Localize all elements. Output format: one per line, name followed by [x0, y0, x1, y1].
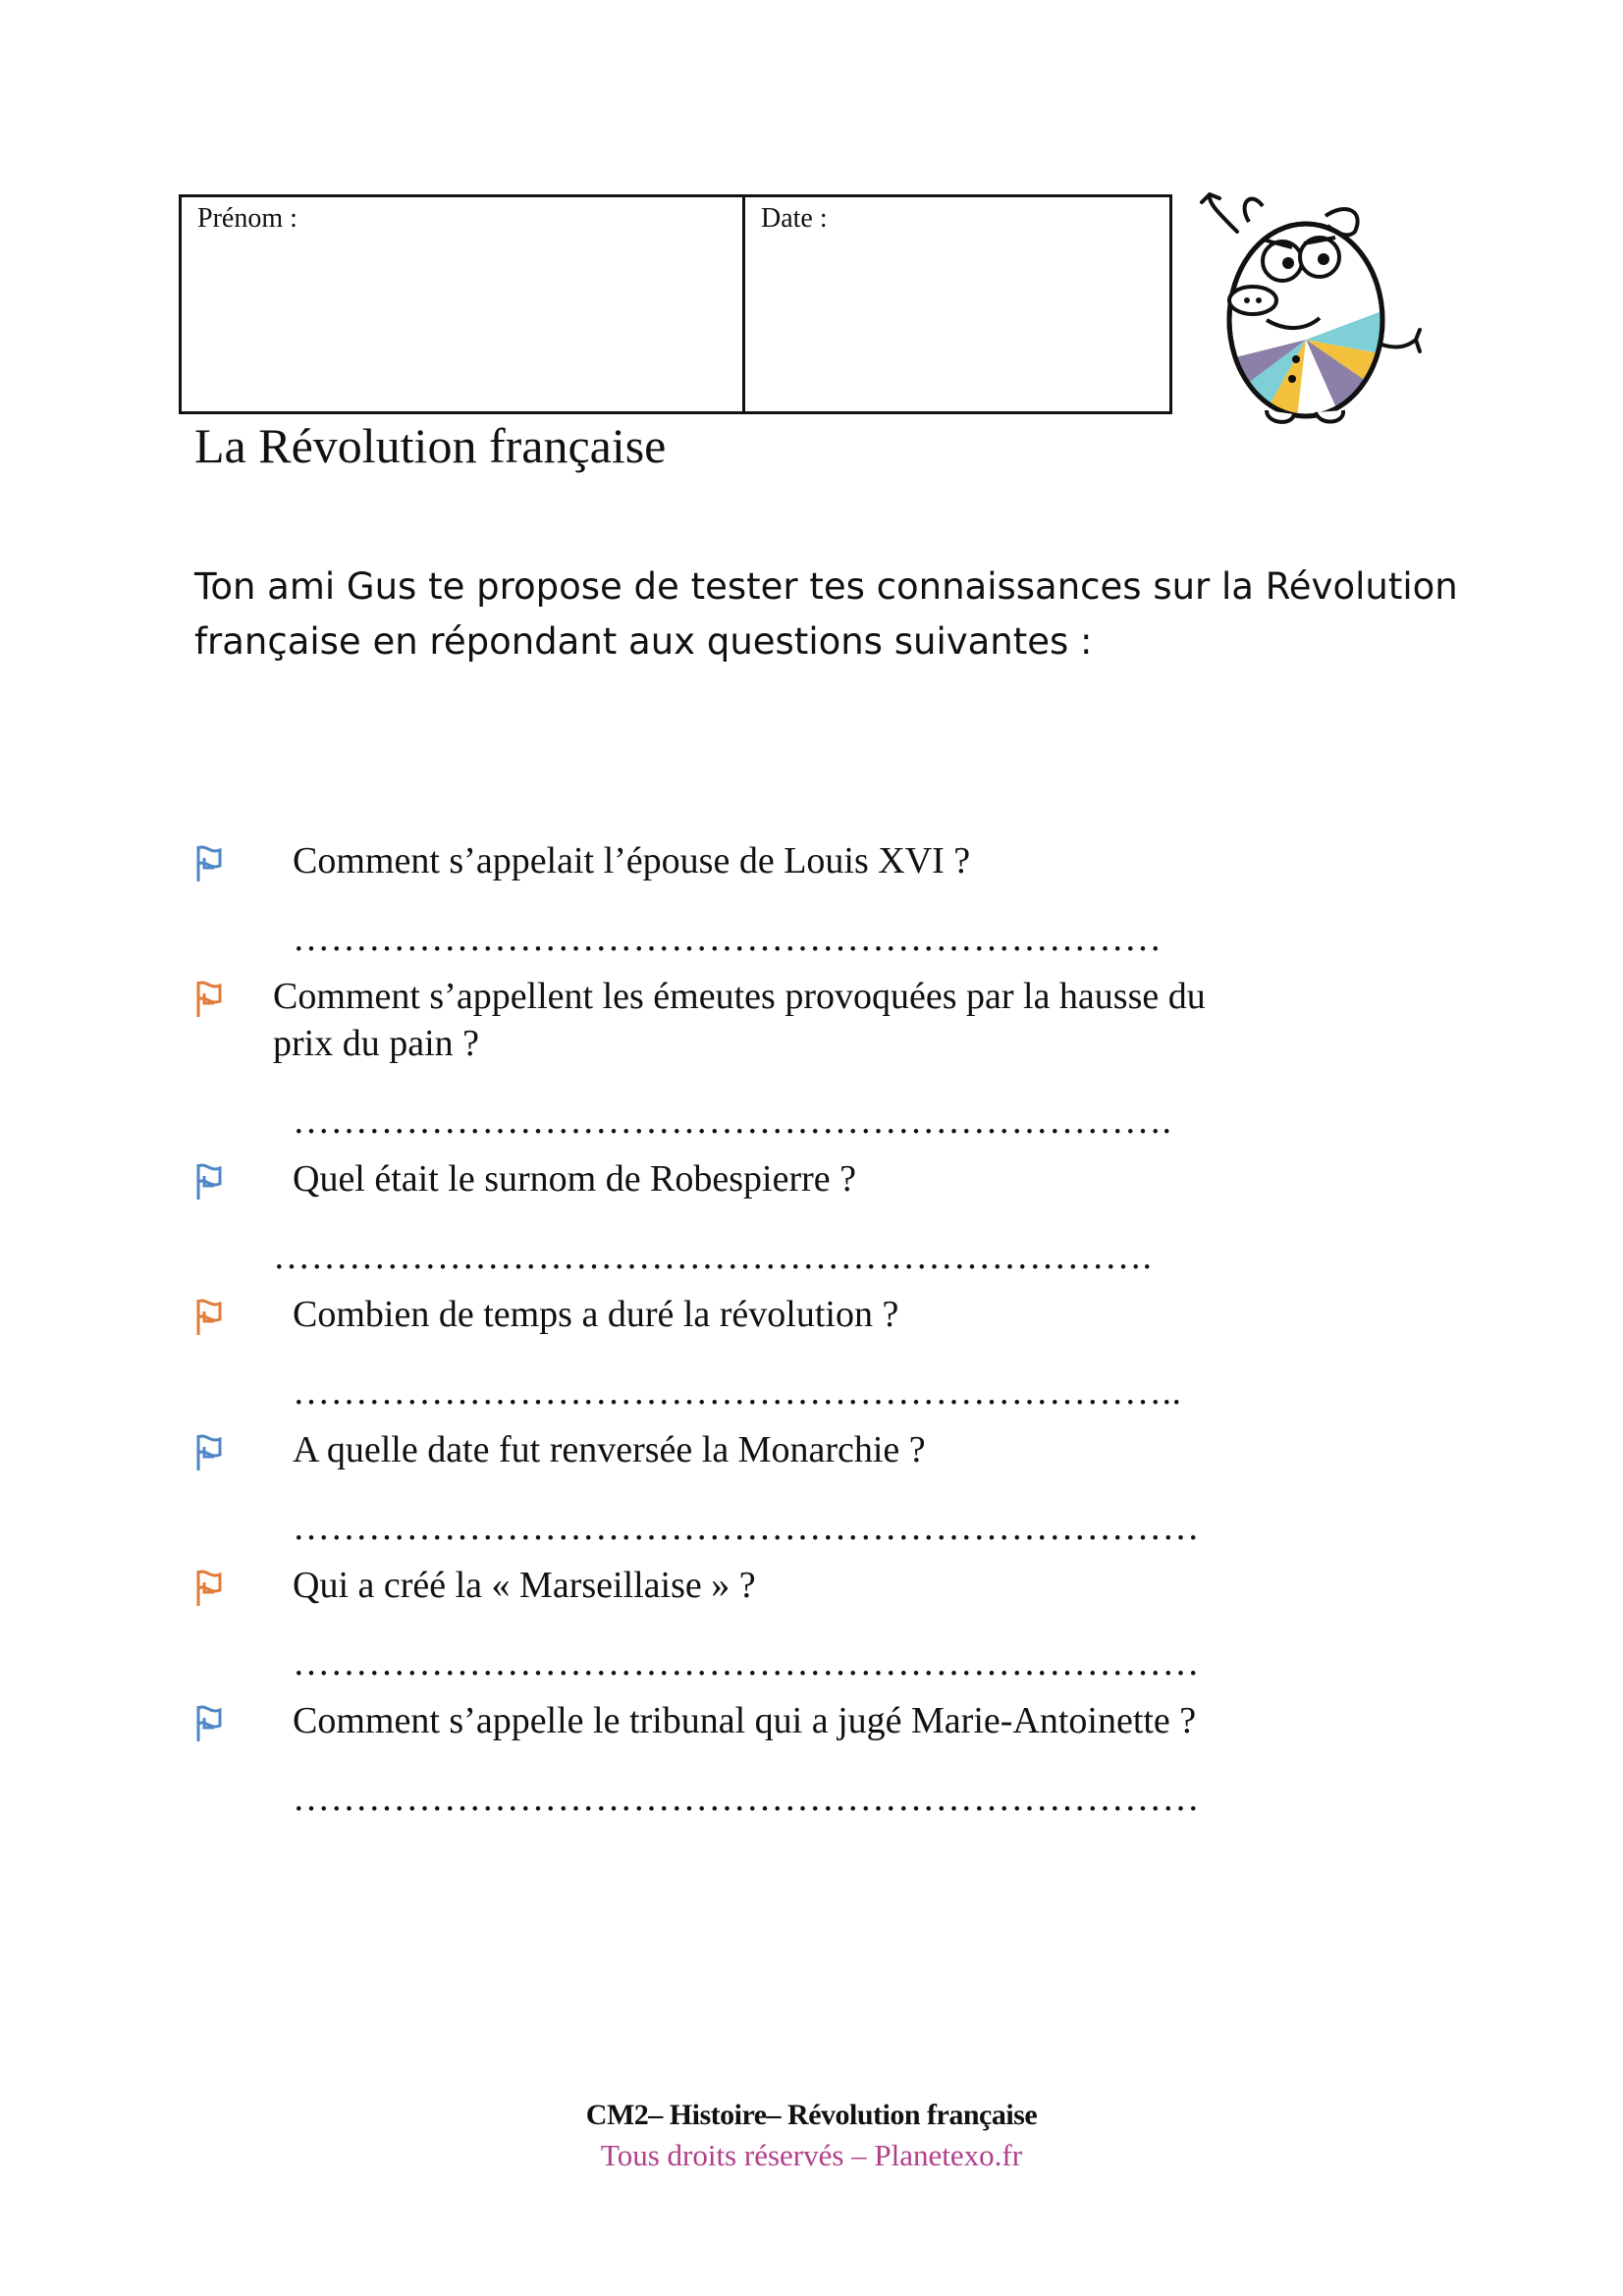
- prenom-field[interactable]: [182, 197, 745, 411]
- question-5: A quelle date fut renversée la Monarchie ?: [293, 1429, 926, 1470]
- answer-line-1[interactable]: ……………………………………………………………: [293, 918, 1163, 959]
- answer-line-5[interactable]: ………………………………………………………………: [293, 1507, 1200, 1548]
- flag-icon: [194, 1162, 224, 1201]
- footer-subject: CM2– Histoire– Révolution française: [585, 2099, 1038, 2131]
- answer-line-7[interactable]: ………………………………………………………………: [293, 1778, 1200, 1819]
- question-1: Comment s’appelait l’épouse de Louis XVI ?: [293, 840, 971, 881]
- name-date-box: [179, 194, 1172, 414]
- question-2: Comment s’appellent les émeutes provoquées par la hausse du: [273, 976, 1206, 1017]
- date-field[interactable]: [745, 197, 1169, 411]
- question-4: Combien de temps a duré la révolution ?: [293, 1294, 899, 1335]
- flag-icon: [194, 1704, 224, 1743]
- page-title: La Révolution française: [194, 418, 667, 473]
- question-7: Comment s’appelle le tribunal qui a jugé Marie-Antoinette ?: [293, 1700, 1197, 1741]
- answer-line-4[interactable]: ……………………………………………………………..: [293, 1371, 1182, 1413]
- answer-line-3[interactable]: …………………………………………………………….: [273, 1236, 1153, 1277]
- answer-line-6[interactable]: ………………………………………………………………: [293, 1642, 1200, 1683]
- question-3: Quel était le surnom de Robespierre ?: [293, 1158, 857, 1200]
- gus-mascot-icon: [1198, 192, 1424, 428]
- flag-icon: [194, 844, 224, 883]
- intro-text: Ton ami Gus te propose de tester tes connaissances sur la Révolution française en répondant aux questions suivantes :: [194, 565, 1458, 663]
- flag-icon: [194, 1433, 224, 1472]
- flag-icon: [194, 980, 224, 1019]
- footer-copyright: Tous droits réservés – Planetexo.fr: [600, 2138, 1023, 2172]
- prenom-label: Prénom :: [197, 203, 298, 234]
- question-6: Qui a créé la « Marseillaise » ?: [293, 1565, 756, 1606]
- date-label: Date :: [761, 203, 828, 234]
- flag-icon: [194, 1298, 224, 1337]
- question-2-line-2: prix du pain ?: [273, 1023, 480, 1064]
- flag-icon: [194, 1569, 224, 1608]
- answer-line-2[interactable]: …………………………………………………………….: [293, 1100, 1172, 1142]
